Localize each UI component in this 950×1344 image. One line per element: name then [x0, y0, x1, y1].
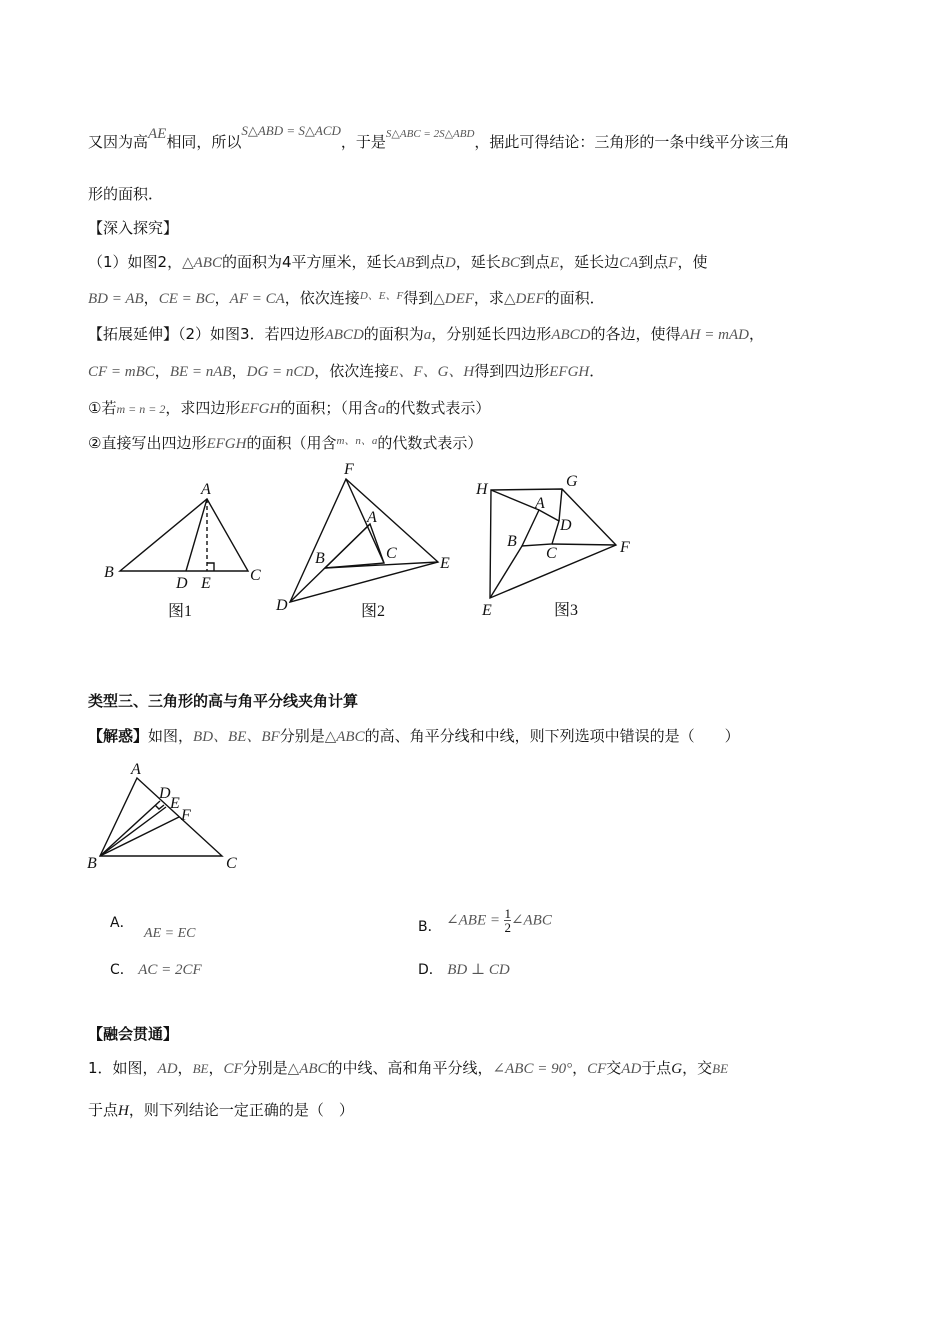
math: AD: [621, 1061, 642, 1077]
fig1-label-d: D: [176, 575, 188, 592]
fusion-line-1: 1．如图，AD，BE，CF分别是△ABC的中线、高和角平分线，∠ABC = 90°，CF交AD于点G，交BE: [88, 1059, 729, 1077]
math: m、n、a: [336, 435, 378, 447]
option-b[interactable]: [418, 907, 552, 934]
fig2-triangle-def: [290, 479, 438, 602]
math-area-equal: S△ABD = S△ACD: [241, 123, 341, 138]
extend-line-1: [88, 324, 764, 345]
math: EFGH: [240, 401, 281, 417]
math: AH = mAD: [680, 327, 749, 343]
math: D: [444, 255, 456, 271]
math: BE: [712, 1061, 729, 1076]
text: 的各边，使得: [590, 325, 681, 343]
extend-line-2: CF = mBC，BE = nAB，DG = nCD，依次连接E、F、G、H得到四边形EFGH．: [88, 362, 605, 380]
section-title-type3: 类型三、三角形的高与角平分线夹角计算: [88, 692, 359, 710]
fig3-label-d: D: [560, 517, 572, 534]
math: △DEF: [433, 291, 474, 307]
math: G: [671, 1061, 683, 1077]
type3-label-e: E: [170, 795, 180, 812]
fig2-triangle-abc: [325, 524, 384, 568]
text: 的代数式表示）: [385, 399, 491, 417]
text: 又因为高: [88, 133, 149, 151]
text: 如图，: [148, 727, 194, 745]
type3-line-be: [100, 807, 166, 856]
math: E、F、G、H: [389, 364, 475, 380]
fusion-heading: 【融会贯通】: [88, 1025, 179, 1043]
figure-1: [100, 478, 270, 623]
deep-line-1: [88, 252, 707, 273]
math: △ABC: [324, 729, 365, 745]
math: AB: [396, 255, 415, 271]
fig3-label-h: H: [476, 481, 488, 498]
text: 的面积；（用含: [280, 399, 378, 417]
fig2-label-f: F: [344, 461, 354, 478]
fig1-label-a: A: [201, 481, 211, 498]
text: ，分别延长四边形: [431, 325, 552, 343]
text: 分别是: [279, 727, 325, 745]
option-d[interactable]: [418, 960, 510, 980]
fig2-label-d: D: [276, 597, 288, 614]
math: a: [377, 401, 386, 417]
extend-heading: 【拓展延伸】: [88, 325, 179, 343]
math: EFGH: [206, 436, 247, 452]
text: ，依次连接: [314, 362, 390, 380]
math: AD: [157, 1061, 178, 1077]
text: 的面积为: [363, 325, 424, 343]
type3-line-bd: [100, 801, 160, 856]
fig2-label-b: B: [315, 550, 325, 567]
deep-line-2: BD = AB，CE = BC，AF = CA，依次连接$^{D、E、F}$得到△DEF，求△DEF的面积．: [88, 289, 605, 307]
text: ，于是: [340, 133, 386, 151]
math: CA: [619, 255, 639, 271]
math: m = n = 2: [116, 402, 166, 416]
figure-3: [470, 470, 640, 625]
denominator: 2: [504, 920, 511, 935]
math: D、E、F: [359, 290, 404, 302]
math: H: [118, 1103, 129, 1119]
deep-heading: 【深入探究】: [88, 219, 179, 237]
math: BD = AB: [88, 291, 144, 307]
math: CF = mBC: [88, 364, 155, 380]
math: BC: [500, 255, 520, 271]
extend-question-2: [88, 433, 482, 455]
fig3-line-be: [490, 546, 522, 598]
math: ∠ABC = 90°: [492, 1061, 573, 1077]
option-expr: AE = EC: [144, 926, 196, 941]
option-letter: A．: [110, 915, 134, 931]
math: CF: [223, 1061, 243, 1077]
text: 的高、角平分线和中线，则下列选项中错误的是（ ）: [364, 727, 740, 745]
text: ，延长: [455, 253, 501, 271]
text: 得到: [403, 289, 434, 307]
text: 到点: [414, 253, 445, 271]
math-ae: AE: [148, 126, 167, 142]
fig1-label-c: C: [250, 567, 261, 584]
math: ABCD: [324, 327, 364, 343]
type3-label-c: C: [226, 855, 237, 872]
text: 的中线、高和角平分线，: [327, 1059, 493, 1077]
text: ②直接写出四边形: [88, 434, 207, 452]
math: ABCD: [551, 327, 591, 343]
type3-label-a: A: [131, 761, 141, 778]
option-a[interactable]: [110, 913, 196, 941]
text: （1）如图2，: [88, 253, 183, 271]
type3-label-d: D: [159, 785, 171, 802]
fig1-median: [186, 499, 207, 571]
text: ，交: [682, 1059, 713, 1077]
math: △ABC: [287, 1061, 328, 1077]
option-expr: AC = 2CF: [138, 962, 202, 978]
fig2-label-c: C: [386, 545, 397, 562]
option-c[interactable]: [110, 960, 202, 980]
text: ①若: [88, 399, 117, 417]
text: （2）如图3．若四边形: [178, 325, 325, 343]
text: ．: [589, 362, 605, 380]
option-expr: ∠ABE =: [446, 912, 500, 929]
text: 交: [606, 1059, 622, 1077]
fig3-line-ah: [491, 490, 539, 510]
type3-label-f: F: [181, 807, 191, 824]
text: 的面积（用含: [246, 434, 337, 452]
fig3-label-f: F: [620, 539, 630, 556]
type3-label-b: B: [87, 855, 97, 872]
type3-line-bf: [100, 817, 179, 856]
math-area-double: S△ABC = 2S△ABD: [385, 128, 475, 140]
option-expr: ∠ABC: [510, 912, 552, 929]
math: BD、BE、BF: [193, 729, 280, 745]
option-letter: B．: [418, 918, 442, 935]
numerator: 1: [504, 906, 511, 921]
text: 分别是: [242, 1059, 288, 1077]
fig3-label-c: C: [546, 545, 557, 562]
text: ，据此可得结论：三角形的一条中线平分该三角: [474, 133, 790, 151]
text: ，求四边形: [165, 399, 241, 417]
fig1-right-angle: [207, 563, 214, 571]
math: E: [549, 255, 560, 271]
text: 的代数式表示）: [377, 434, 483, 452]
fusion-line-2: [88, 1100, 354, 1121]
intro-line-1: [88, 123, 790, 154]
math: △ABC: [182, 255, 222, 271]
text: 于点: [88, 1101, 119, 1119]
fig1-caption: 图1: [168, 603, 193, 620]
text: 到点: [519, 253, 550, 271]
type3-right-angle: [155, 805, 164, 809]
text: ，依次连接: [284, 289, 360, 307]
intro-line-2: 形的面积．: [88, 185, 164, 203]
fig3-label-a: A: [535, 495, 545, 512]
fig2-label-e: E: [440, 555, 450, 572]
math: AF = CA: [229, 291, 285, 307]
text: ，延长边: [559, 253, 620, 271]
math: EFGH: [549, 364, 590, 380]
fig3-label-b: B: [507, 533, 517, 550]
fig3-line-cf: [552, 544, 616, 545]
math: DG = nCD: [246, 364, 315, 380]
type3-figure: [85, 758, 255, 878]
extend-question-1: [88, 398, 490, 419]
text: 于点: [641, 1059, 672, 1077]
fig2-line-cf: [346, 479, 384, 563]
fig3-label-e: E: [482, 602, 492, 619]
type3-question: [88, 726, 740, 747]
option-expr: BD ⊥ CD: [447, 962, 510, 978]
text: 的面积．: [544, 289, 605, 307]
fig3-label-g: G: [566, 473, 578, 490]
fig2-line-ad: [290, 524, 370, 602]
fig2-label-a: A: [367, 509, 377, 526]
math: CE = BC: [158, 291, 215, 307]
fig1-label-e: E: [201, 575, 211, 592]
math: △DEF: [503, 291, 545, 307]
math: a: [423, 327, 432, 343]
text: ，: [572, 1059, 588, 1077]
fig3-quad-abcd: [522, 510, 559, 546]
text: 相同，所以: [166, 133, 242, 151]
text: ，求: [473, 289, 504, 307]
text: 得到四边形: [474, 362, 550, 380]
text: ，使: [677, 253, 708, 271]
figure-2: [270, 460, 460, 625]
text: ，: [748, 325, 764, 343]
math: BE = nAB: [169, 364, 232, 380]
text: 到点: [638, 253, 669, 271]
fig3-caption: 图3: [554, 602, 579, 619]
text: ，则下列结论一定正确的是（ ）: [128, 1101, 354, 1119]
math: CF: [587, 1061, 607, 1077]
text: 1．如图，: [88, 1059, 158, 1077]
text: 的面积为4平方厘米，延长: [221, 253, 397, 271]
math: F: [668, 255, 678, 271]
option-letter: C．: [110, 962, 134, 978]
option-letter: D．: [418, 962, 443, 978]
fig1-label-b: B: [104, 564, 114, 581]
jiehuo-heading: 【解惑】: [88, 727, 149, 745]
fig2-caption: 图2: [361, 603, 386, 620]
fig1-triangle: [120, 499, 248, 571]
math: BE: [192, 1061, 209, 1076]
